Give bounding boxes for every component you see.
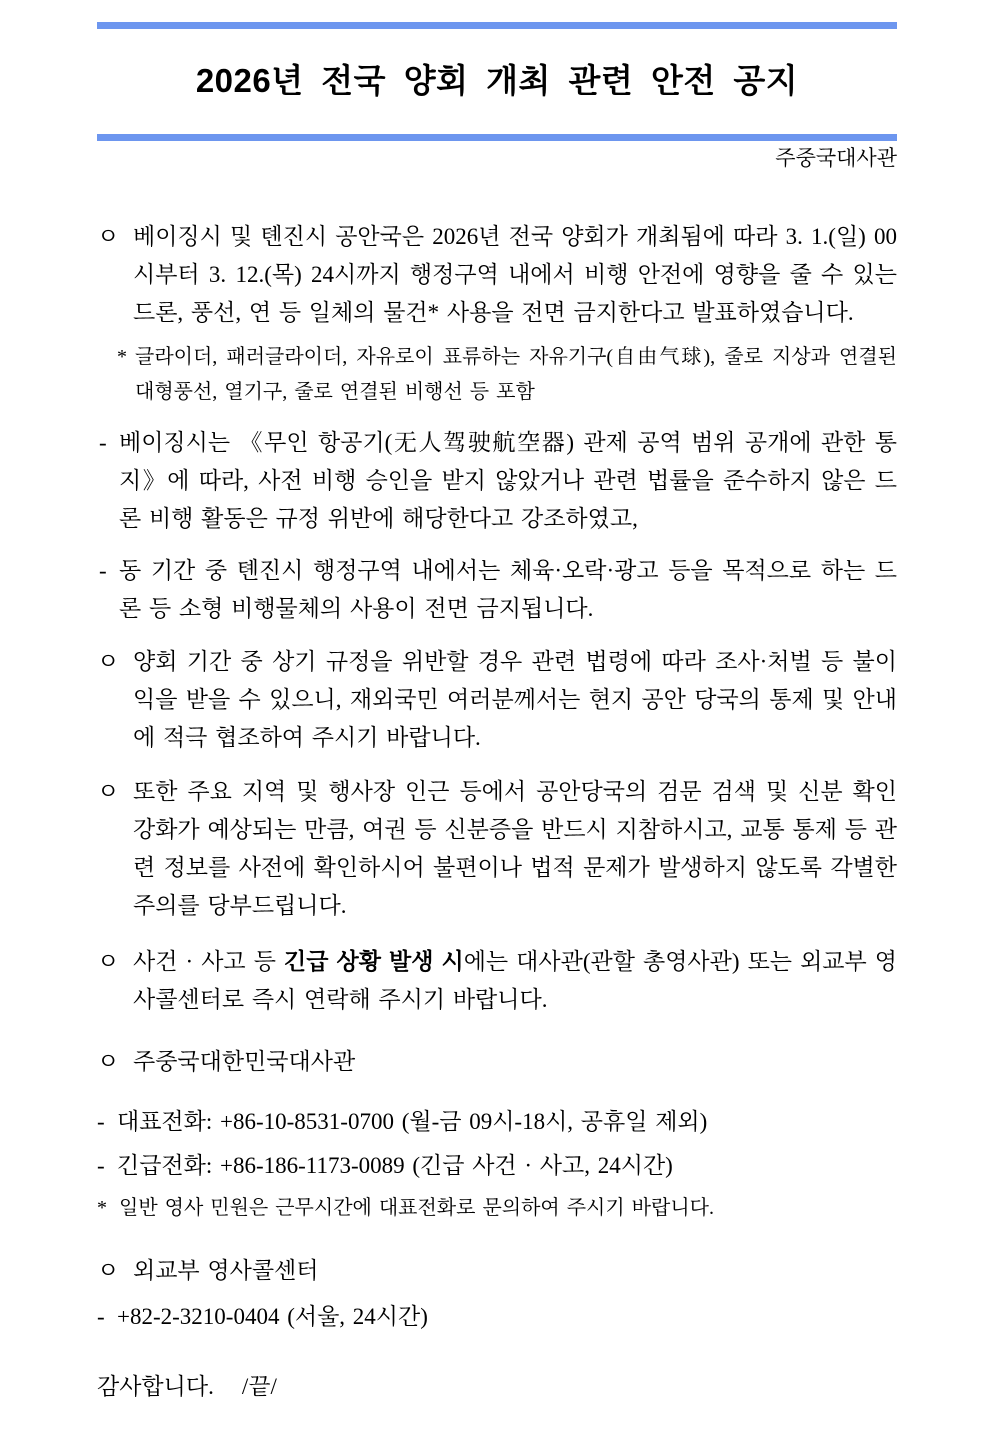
paragraph-violation-warning xyxy=(97,643,897,757)
paragraph-emergency-contact xyxy=(97,943,897,1019)
note-text: 일반 영사 민원은 근무시간에 대표전화로 문의하여 주시기 바랍니다. xyxy=(119,1197,714,1220)
dash-marker: - xyxy=(97,1153,105,1179)
text-segment-bold: 긴급 상황 발생 시 xyxy=(283,949,464,975)
asterisk-marker: * xyxy=(117,346,127,369)
bullet-marker: ㅇ xyxy=(97,949,120,975)
footnote-banned-objects xyxy=(117,340,897,410)
end-mark: /끝/ xyxy=(241,1374,277,1400)
subitem-beijing-drone-rule xyxy=(99,424,897,538)
note-consular-hours xyxy=(97,1191,897,1226)
contact-emergency-phone xyxy=(97,1147,897,1185)
paragraph-text: 양회 기간 중 상기 규정을 위반할 경우 관련 법령에 따라 조사·처벌 등 불이익을 받을 수 있으니, 재외국민 여러분께서는 현지 공안 당국의 통제 및 안내에 적극 협조하여 주시기 바랍니다. xyxy=(133,649,897,751)
heading-text: 주중국대한민국대사관 xyxy=(133,1049,356,1075)
contact-text: 긴급전화: +86-186-1173-0089 (긴급 사건 · 사고, 24시간) xyxy=(117,1153,673,1179)
bullet-marker: ㅇ xyxy=(97,1258,120,1284)
contact-main-phone xyxy=(97,1103,897,1141)
subitem-tianjin-drone-rule xyxy=(99,552,897,628)
closing-thanks: 감사합니다. xyxy=(97,1374,214,1400)
paragraph-text: 베이징시 및 톈진시 공안국은 2026년 전국 양회가 개최됨에 따라 3. 1.(일) 00시부터 3. 12.(목) 24시까지 행정구역 내에서 비행 안전에 영향을 줄 수 있는 드론, 풍선, 연 등 일체의 물건* 사용을 전면 금지한다고 발표하였습니다. xyxy=(133,224,897,326)
dash-marker: - xyxy=(97,1304,105,1330)
dash-marker: - xyxy=(99,558,107,584)
subitem-text: 동 기간 중 톈진시 행정구역 내에서는 체육·오락·광고 등을 목적으로 하는 드론 등 소형 비행물체의 사용이 전면 금지됩니다. xyxy=(119,558,897,622)
text-segment-pre: 사건 · 사고 등 xyxy=(133,949,284,975)
subitem-text: 베이징시는 《무인 항공기(无人驾驶航空器) 관제 공역 범위 공개에 관한 통지》에 따라, 사전 비행 승인을 받지 않았거나 관련 법률을 준수하지 않은 드론 비행 활동은 규정 위반에 해당한다고 강조하였고, xyxy=(119,430,897,532)
heading-call-center xyxy=(97,1252,897,1290)
title-top-bar xyxy=(97,22,897,29)
bullet-marker: ㅇ xyxy=(97,779,120,805)
title-bottom-bar xyxy=(97,134,897,141)
footnote-text: 글라이더, 패러글라이더, 자유로이 표류하는 자유기구(自由气球), 줄로 지상과 연결된 대형풍선, 열기구, 줄로 연결된 비행선 등 포함 xyxy=(135,346,897,404)
heading-text: 외교부 영사콜센터 xyxy=(133,1258,319,1284)
text-segment-post: 에는 대사관(관할 총영사관) 또는 외교부 영사콜센터로 즉시 연락해 주시기 바랍니다. xyxy=(133,949,897,1013)
paragraph-text xyxy=(133,943,897,1019)
contact-text: +82-2-3210-0404 (서울, 24시간) xyxy=(117,1304,428,1330)
dash-marker: - xyxy=(99,430,107,456)
paragraph-flight-ban xyxy=(97,218,897,332)
paragraph-text: 또한 주요 지역 및 행사장 인근 등에서 공안당국의 검문 검색 및 신분 확인 강화가 예상되는 만큼, 여권 등 신분증을 반드시 지참하시고, 교통 통제 등 관련 정보를 사전에 확인하시어 불편이나 법적 문제가 발생하지 않도록 각별한 주의를 당부드립니다. xyxy=(133,779,897,919)
bullet-marker: ㅇ xyxy=(97,224,120,250)
asterisk-marker: * xyxy=(97,1197,107,1220)
contact-call-center-phone xyxy=(97,1298,897,1336)
closing-line xyxy=(97,1368,897,1406)
dash-marker: - xyxy=(97,1109,105,1135)
issuing-org: 주중국대사관 xyxy=(775,146,897,171)
paragraph-id-checks xyxy=(97,773,897,925)
heading-embassy xyxy=(97,1043,897,1081)
bullet-marker: ㅇ xyxy=(97,649,120,675)
page-title: 2026년 전국 양회 개최 관련 안전 공지 xyxy=(195,62,799,100)
contact-text: 대표전화: +86-10-8531-0700 (월-금 09시-18시, 공휴일 제외) xyxy=(117,1109,708,1135)
bullet-marker: ㅇ xyxy=(97,1049,120,1075)
notice-body xyxy=(97,218,897,1406)
